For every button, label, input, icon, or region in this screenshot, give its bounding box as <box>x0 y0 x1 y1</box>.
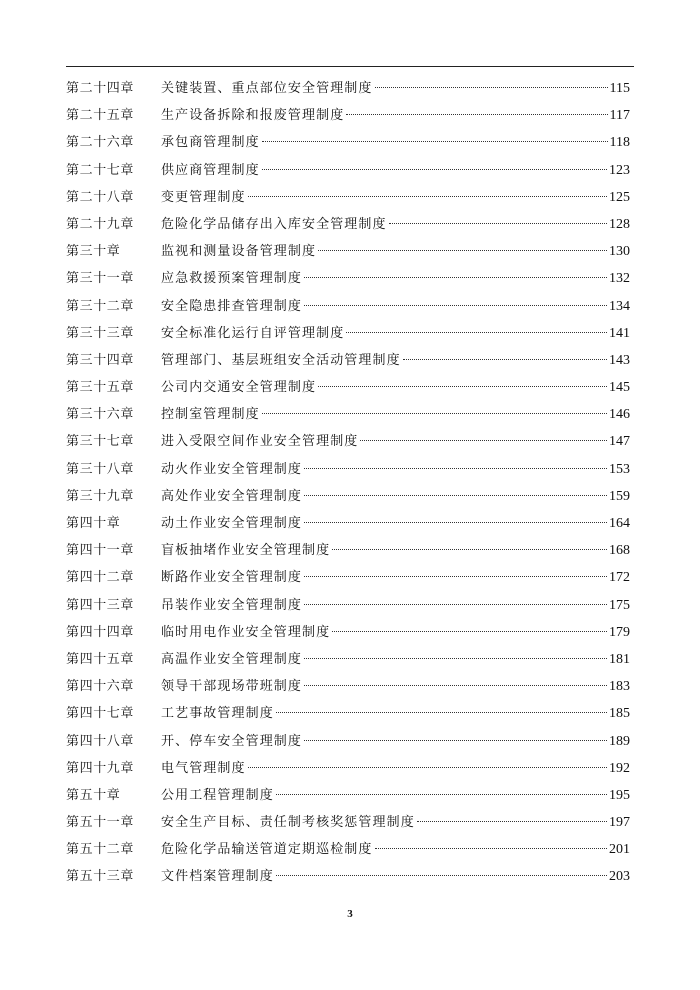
toc-page-number: 125 <box>609 189 630 205</box>
toc-entry[interactable] <box>66 537 630 564</box>
toc-page-number: 172 <box>609 570 630 586</box>
toc-chapter-number: 第五十一章 <box>66 815 135 831</box>
toc-dot-leader <box>304 576 607 577</box>
toc-entry[interactable] <box>66 129 630 156</box>
toc-chapter-title: 安全生产目标、责任制考核奖惩管理制度 <box>161 815 415 831</box>
toc-page-number: 168 <box>609 543 630 559</box>
toc-chapter-title: 生产设备拆除和报废管理制度 <box>161 108 345 124</box>
toc-entry[interactable] <box>66 184 630 211</box>
toc-page-number: 143 <box>609 352 630 368</box>
toc-entry[interactable] <box>66 592 630 619</box>
toc-chapter-title: 动土作业安全管理制度 <box>161 516 303 531</box>
toc-chapter-title: 承包商管理制度 <box>161 135 260 151</box>
toc-dot-leader <box>248 767 607 768</box>
toc-page-number: 203 <box>609 869 630 885</box>
toc-page-number: 134 <box>609 298 630 314</box>
toc-page-number: 175 <box>609 597 630 613</box>
toc-entry[interactable] <box>66 755 630 782</box>
toc-dot-leader <box>318 250 607 251</box>
toc-page-number: 189 <box>609 733 630 749</box>
toc-chapter-number: 第四十八章 <box>66 733 135 749</box>
toc-dot-leader <box>304 522 607 523</box>
toc-dot-leader <box>248 196 607 197</box>
toc-entry[interactable] <box>66 809 630 836</box>
toc-entry[interactable] <box>66 157 630 184</box>
header-rule <box>66 66 634 67</box>
toc-dot-leader <box>262 141 608 142</box>
toc-dot-leader <box>375 87 608 88</box>
toc-entry[interactable] <box>66 265 630 292</box>
toc-chapter-number: 第四十章 <box>66 516 121 531</box>
toc-chapter-title: 文件档案管理制度 <box>161 869 274 885</box>
toc-entry[interactable] <box>66 238 630 265</box>
toc-entry[interactable] <box>66 728 630 755</box>
toc-chapter-title: 工艺事故管理制度 <box>161 706 274 722</box>
toc-page-number: 123 <box>609 162 630 178</box>
toc-dot-leader <box>276 875 607 876</box>
toc-chapter-number: 第三十九章 <box>66 488 135 504</box>
toc-chapter-title: 进入受限空间作业安全管理制度 <box>161 434 359 450</box>
toc-page-number: 115 <box>609 81 630 96</box>
toc-chapter-number: 第二十六章 <box>66 135 135 151</box>
toc-entry[interactable] <box>66 401 630 428</box>
toc-dot-leader <box>304 685 607 686</box>
toc-chapter-number: 第四十三章 <box>66 597 135 613</box>
toc-chapter-number: 第三十二章 <box>66 298 135 314</box>
toc-entry[interactable] <box>66 211 630 238</box>
toc-entry[interactable] <box>66 75 630 102</box>
toc-chapter-number: 第四十四章 <box>66 624 135 640</box>
toc-dot-leader <box>262 413 607 414</box>
toc-page-number: 159 <box>609 488 630 504</box>
toc-entry[interactable] <box>66 320 630 347</box>
toc-dot-leader <box>304 495 607 496</box>
toc-page-number: 147 <box>609 434 630 450</box>
toc-chapter-title: 应急救援预案管理制度 <box>161 271 303 287</box>
toc-dot-leader <box>304 305 607 306</box>
toc-entry[interactable] <box>66 782 630 809</box>
toc-chapter-number: 第三十七章 <box>66 434 135 450</box>
toc-page-number: 179 <box>609 624 630 640</box>
toc-page-number: 118 <box>609 135 630 151</box>
toc-chapter-number: 第四十一章 <box>66 543 135 559</box>
toc-chapter-number: 第四十五章 <box>66 651 135 667</box>
toc-entry[interactable] <box>66 456 630 483</box>
toc-chapter-number: 第四十六章 <box>66 679 135 695</box>
toc-dot-leader <box>346 332 607 333</box>
toc-page-number: 141 <box>609 325 630 341</box>
toc-entry[interactable] <box>66 102 630 129</box>
table-of-contents <box>66 75 630 891</box>
toc-page-number: 146 <box>609 407 630 423</box>
toc-chapter-number: 第三十三章 <box>66 325 135 341</box>
toc-dot-leader <box>262 169 607 170</box>
toc-entry[interactable] <box>66 483 630 510</box>
toc-chapter-number: 第五十二章 <box>66 842 135 858</box>
toc-page-number: 183 <box>609 679 630 695</box>
toc-chapter-title: 领导干部现场带班制度 <box>161 679 303 695</box>
toc-chapter-title: 公司内交通安全管理制度 <box>161 380 317 396</box>
toc-entry[interactable] <box>66 619 630 646</box>
toc-chapter-title: 电气管理制度 <box>161 760 246 776</box>
toc-dot-leader <box>346 114 607 115</box>
page-number: 3 <box>347 908 353 920</box>
toc-entry[interactable] <box>66 564 630 591</box>
toc-entry[interactable] <box>66 836 630 863</box>
toc-dot-leader <box>304 277 607 278</box>
toc-chapter-number: 第三十六章 <box>66 407 135 423</box>
toc-chapter-number: 第三十五章 <box>66 380 135 396</box>
toc-dot-leader <box>304 468 607 469</box>
toc-chapter-title: 开、停车安全管理制度 <box>161 733 303 749</box>
toc-page-number: 128 <box>609 216 630 232</box>
toc-dot-leader <box>360 440 607 441</box>
toc-chapter-title: 动火作业安全管理制度 <box>161 461 303 477</box>
toc-page-number: 192 <box>609 760 630 776</box>
toc-page-number: 153 <box>609 461 630 477</box>
toc-entry[interactable] <box>66 347 630 374</box>
toc-dot-leader <box>332 631 607 632</box>
toc-chapter-title: 临时用电作业安全管理制度 <box>161 624 331 640</box>
toc-chapter-number: 第二十四章 <box>66 81 135 96</box>
toc-chapter-title: 公用工程管理制度 <box>161 787 274 803</box>
toc-entry[interactable] <box>66 700 630 727</box>
toc-entry[interactable] <box>66 673 630 700</box>
toc-dot-leader <box>276 712 607 713</box>
toc-chapter-title: 高处作业安全管理制度 <box>161 488 303 504</box>
toc-chapter-title: 关键装置、重点部位安全管理制度 <box>161 81 373 96</box>
toc-dot-leader <box>304 740 607 741</box>
toc-chapter-number: 第四十二章 <box>66 570 135 586</box>
toc-dot-leader <box>389 223 607 224</box>
toc-dot-leader <box>318 386 607 387</box>
toc-chapter-title: 危险化学品输送管道定期巡检制度 <box>161 842 373 858</box>
toc-chapter-number: 第三十一章 <box>66 271 135 287</box>
toc-dot-leader <box>276 794 607 795</box>
toc-page-number: 145 <box>609 380 630 396</box>
toc-entry[interactable] <box>66 646 630 673</box>
toc-chapter-number: 第三十四章 <box>66 352 135 368</box>
toc-chapter-title: 控制室管理制度 <box>161 407 260 423</box>
toc-chapter-number: 第四十七章 <box>66 706 135 722</box>
toc-page-number: 181 <box>609 651 630 667</box>
toc-chapter-title: 安全标准化运行自评管理制度 <box>161 325 345 341</box>
toc-chapter-number: 第五十章 <box>66 787 121 803</box>
toc-page-number: 185 <box>609 706 630 722</box>
toc-chapter-number: 第二十九章 <box>66 216 135 232</box>
toc-page-number: 201 <box>609 842 630 858</box>
toc-dot-leader <box>417 821 607 822</box>
toc-chapter-number: 第四十九章 <box>66 760 135 776</box>
toc-dot-leader <box>332 549 607 550</box>
toc-dot-leader <box>375 848 607 849</box>
toc-page-number: 195 <box>609 787 630 803</box>
toc-dot-leader <box>304 604 607 605</box>
toc-chapter-number: 第二十八章 <box>66 189 135 205</box>
toc-entry[interactable] <box>66 428 630 455</box>
toc-chapter-title: 监视和测量设备管理制度 <box>161 244 317 260</box>
toc-chapter-number: 第三十章 <box>66 244 121 260</box>
toc-chapter-number: 第二十五章 <box>66 108 135 124</box>
toc-chapter-title: 供应商管理制度 <box>161 162 260 178</box>
toc-dot-leader <box>304 658 607 659</box>
toc-chapter-number: 第五十三章 <box>66 869 135 885</box>
toc-entry[interactable] <box>66 510 630 537</box>
toc-chapter-title: 安全隐患排查管理制度 <box>161 298 303 314</box>
toc-chapter-title: 变更管理制度 <box>161 189 246 205</box>
toc-chapter-title: 管理部门、基层班组安全活动管理制度 <box>161 352 401 368</box>
toc-entry[interactable] <box>66 863 630 890</box>
toc-page-number: 117 <box>609 108 630 124</box>
toc-chapter-title: 吊装作业安全管理制度 <box>161 597 303 613</box>
toc-entry[interactable] <box>66 293 630 320</box>
toc-chapter-title: 高温作业安全管理制度 <box>161 651 303 667</box>
toc-page-number: 132 <box>609 271 630 287</box>
toc-page-number: 164 <box>609 516 630 531</box>
toc-chapter-title: 断路作业安全管理制度 <box>161 570 303 586</box>
toc-chapter-number: 第三十八章 <box>66 461 135 477</box>
toc-chapter-title: 盲板抽堵作业安全管理制度 <box>161 543 331 559</box>
toc-entry[interactable] <box>66 374 630 401</box>
toc-page-number: 130 <box>609 244 630 260</box>
toc-page-number: 197 <box>609 815 630 831</box>
toc-chapter-number: 第二十七章 <box>66 162 135 178</box>
toc-chapter-title: 危险化学品储存出入库安全管理制度 <box>161 216 387 232</box>
toc-dot-leader <box>403 359 607 360</box>
